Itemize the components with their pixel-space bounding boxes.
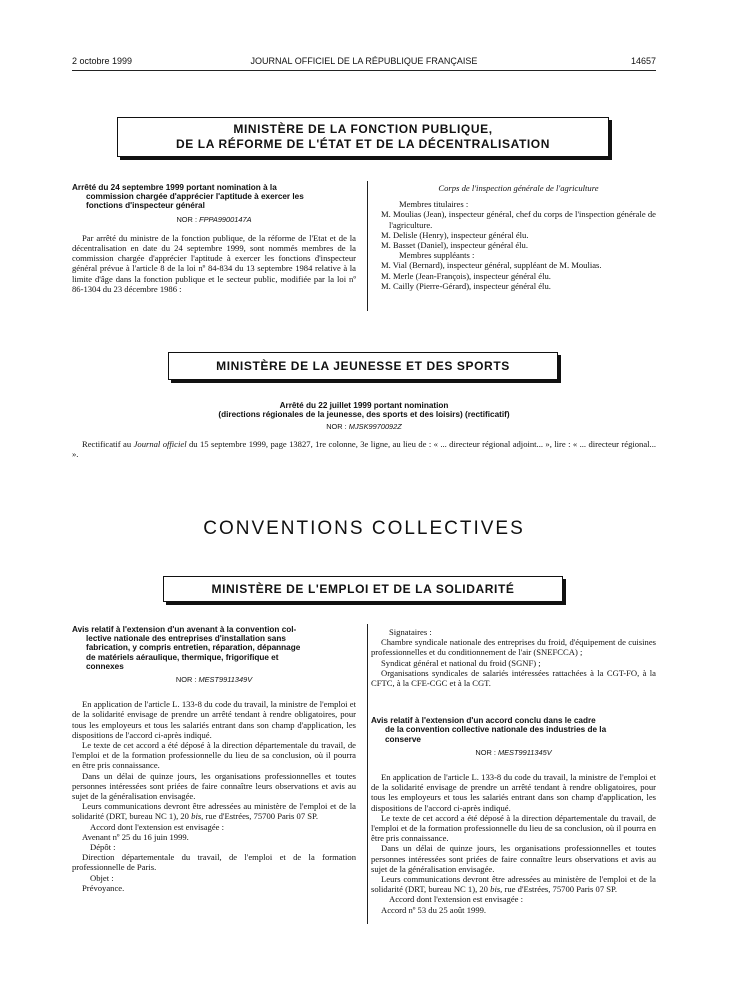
signataires-label: Signataires : xyxy=(389,627,432,637)
arrete-2-title-line2: (directions régionales de la jeunesse, des sports et des loisirs) (rectificatif) xyxy=(218,410,510,420)
page-header xyxy=(72,56,656,70)
ministry-box-emploi-solidarite xyxy=(163,576,563,602)
avis1-paragraph-1: En application de l'article L. 133-8 du code du travail, la ministre de l'emploi et de la solidarité envisage de prendre un arrêté tendant à rendre obligatoires, pour tous les employeurs et tous les salariés entrant dans son champ d'application, les dispositions de l'accord ci-après indiqué. xyxy=(72,699,356,740)
avis2-accord-label: Accord dont l'extension est envisagée : xyxy=(389,894,523,905)
suppleant-2: M. Merle (Jean-François), inspecteur général élu. xyxy=(381,270,551,281)
ministry-box-fonction-publique xyxy=(117,117,609,157)
ministry-title: MINISTÈRE DE LA JEUNESSE ET DES SPORTS xyxy=(216,359,510,373)
nor-reference-avis2 xyxy=(371,748,656,758)
section3-right-column xyxy=(371,627,656,915)
section3-left-column xyxy=(72,625,356,893)
titulaire-1: M. Moulias (Jean), inspecteur général, chef du corps de l'inspection générale de l'agriculture. xyxy=(381,209,656,230)
suppleant-1: M. Vial (Bernard), inspecteur général, suppléant de M. Moulias. xyxy=(381,260,602,271)
nor-reference xyxy=(72,215,356,225)
signataire-2: Syndicat général et national du froid (SGNF) ; xyxy=(381,657,541,668)
header-rule xyxy=(72,70,656,71)
avis1-title-line1: Avis relatif à l'extension d'un avenant à la convention col- xyxy=(72,625,297,634)
avis1-title xyxy=(72,625,356,671)
signataire-1: Chambre syndicale nationale des entreprises du froid, d'équipement de cuisines professionnelles et du conditionnement de l'air (SNEFCCA) ; xyxy=(371,637,656,658)
avis1-objet: Prévoyance. xyxy=(82,882,125,893)
avis1-p4-bis: bis, xyxy=(191,811,204,822)
avis1-accord-label: Accord dont l'extension est envisagée : xyxy=(90,821,224,832)
arrete-2-title xyxy=(72,401,656,419)
avis2-p4-prefix: Leurs communications devront être adressées au ministère de l'emploi et de la solidarité (DRT, bureau NC 1), 20 xyxy=(371,874,656,895)
avis2-paragraph-1: En application de l'article L. 133-8 du code du travail, la ministre de l'emploi et de la solidarité envisage de prendre un arrêté tendant à rendre obligatoires, pour tous les employeurs et tous les salariés entrant dans son champ d'application, les dispositions de l'accord ci-après indiqué. xyxy=(371,772,656,813)
ministry-box-jeunesse-sports xyxy=(168,352,558,380)
header-date: 2 octobre 1999 xyxy=(72,56,133,66)
arrete-title xyxy=(72,183,356,211)
suppleant-3: M. Cailly (Pierre-Gérard), inspecteur général élu. xyxy=(381,280,551,291)
avis1-title-line2: lective nationale des entreprises d'installation sans xyxy=(86,634,286,644)
arrete-2-title-line1: Arrêté du 22 juillet 1999 portant nomination xyxy=(279,401,449,410)
ministry-title-line2: DE LA RÉFORME DE L'ÉTAT ET DE LA DÉCENTRALISATION xyxy=(175,137,551,151)
avis1-title-line5: connexes xyxy=(86,661,124,671)
avis2-paragraph-2: Le texte de cet accord a été déposé à la direction départementale du travail, de l'emploi et de la formation professionnelle du lieu de sa conclusion, où il pourra en être pris connaissance. xyxy=(371,812,656,844)
conventions-collectives-heading: CONVENTIONS COLLECTIVES xyxy=(203,518,525,539)
avis2-p4-suffix: rue d'Estrées, 75700 Paris 07 SP. xyxy=(502,884,618,895)
rectificatif-prefix: Rectificatif au xyxy=(82,438,134,449)
suppleants-label: Membres suppléants : xyxy=(399,250,475,261)
avis1-paragraph-2: Le texte de cet accord a été déposé à la direction départementale du travail, de l'emploi et de la formation professionnelle du lieu de sa conclusion, où il pourra en être pris connaissance. xyxy=(72,740,356,771)
column-divider-2 xyxy=(367,624,368,924)
avis1-title-line4: de matériels aéraulique, thermique, frigorifique et xyxy=(86,652,279,662)
nor-code: FPPA9900147A xyxy=(199,214,252,224)
avis1-depot-label: Dépôt : xyxy=(90,842,116,853)
section1-left-column xyxy=(72,183,356,294)
avis2-p4-bis: bis, xyxy=(490,884,503,895)
arrete-title-line1: Arrêté du 24 septembre 1999 portant nomination à la xyxy=(72,183,277,192)
nor-label: NOR : xyxy=(175,675,197,685)
avis2-title-line3: conserve xyxy=(385,734,421,744)
avis1-p4-suffix: rue d'Estrées, 75700 Paris 07 SP. xyxy=(203,811,319,822)
rectificatif-text xyxy=(72,439,656,459)
titulaire-2: M. Delisle (Henry), inspecteur général élu. xyxy=(381,229,529,240)
arrete-body: Par arrêté du ministre de la fonction publique, de la réforme de l'Etat et de la décentralisation en date du 24 septembre 1999, sont nommés membres de la commission chargée d'apprécier l'aptitude à exercer les fonctions d'inspecteur général prévue à l'article 8 de la loi nº 84-834 du 13 septembre 1984 relative à la limite d'âge dans la fonction publique et le secteur public, modifiée par la loi nº 86-1304 du 23 décembre 1986 : xyxy=(72,232,356,294)
avis1-objet-label: Objet : xyxy=(90,872,114,883)
ministry-title: MINISTÈRE DE L'EMPLOI ET DE LA SOLIDARITÉ xyxy=(211,582,515,596)
avis2-title-line1: Avis relatif à l'extension d'un accord conclu dans le cadre xyxy=(371,716,596,726)
journal-officiel-ref: Journal officiel xyxy=(133,438,187,449)
avis2-paragraph-3: Dans un délai de quinze jours, les organisations professionnelles et toutes personnes intéressées sont priées de faire connaître leurs observations et avis au sujet de la généralisation envisagée. xyxy=(371,843,656,874)
header-journal-title: JOURNAL OFFICIEL DE LA RÉPUBLIQUE FRANÇAISE xyxy=(250,56,478,66)
arrete-title-line3: fonctions d'inspecteur général xyxy=(86,201,205,211)
avis1-p4-prefix: Leurs communications devront être adressées au ministère de l'emploi et de la solidarité (DRT, bureau NC 1), 20 xyxy=(72,801,356,822)
avis1-depot: Direction départementale du travail, de l'emploi et de la formation professionnelle de Paris. xyxy=(72,852,356,873)
avis2-title xyxy=(371,716,656,744)
header-page-number: 14657 xyxy=(630,56,656,66)
rectificatif-suffix: du 15 septembre 1999, page 13827, 1re colonne, 3e ligne, au lieu de : « ... directeur régional adjoint... », lire : « ... directeur régional... ». xyxy=(72,438,657,459)
avis1-accord: Avenant nº 25 du 16 juin 1999. xyxy=(82,831,189,842)
avis1-paragraph-4 xyxy=(72,801,356,821)
ministry-title-line1: MINISTÈRE DE LA FONCTION PUBLIQUE, xyxy=(233,122,493,136)
nor-code: MEST9911345V xyxy=(497,747,552,757)
column-divider xyxy=(367,181,368,311)
avis1-title-line3: fabrication, y compris entretien, réparation, dépannage xyxy=(86,643,301,653)
nor-code: MEST9911349V xyxy=(198,675,253,685)
nor-code: MJSK9970092Z xyxy=(348,422,402,432)
avis1-paragraph-3: Dans un délai de quinze jours, les organisations professionnelles et toutes personnes intéressées sont priées de faire connaître leurs observations et avis au sujet de la généralisation envisagée. xyxy=(72,770,356,802)
nor-label: NOR : xyxy=(475,747,496,757)
nor-label: NOR : xyxy=(326,422,347,432)
nor-reference-2 xyxy=(72,422,656,432)
section2-content xyxy=(72,401,656,459)
section1-right-column xyxy=(381,183,656,291)
nor-reference-avis1 xyxy=(72,675,356,685)
titulaire-3: M. Basset (Daniel), inspecteur général élu. xyxy=(381,240,528,251)
avis2-accord: Accord nº 53 du 25 août 1999. xyxy=(381,904,487,915)
avis2-paragraph-4 xyxy=(371,874,656,894)
nor-label: NOR : xyxy=(176,214,197,224)
arrete-title-line2: commission chargée d'apprécier l'aptitude à exercer les xyxy=(86,192,304,202)
avis2-title-line2: de la convention collective nationale des industries de la xyxy=(385,725,607,735)
titulaires-label: Membres titulaires : xyxy=(399,199,469,210)
signataire-3: Organisations syndicales de salariés intéressées rattachées à la CGT-FO, à la CFTC, à la CFE-CGC et à la CGT. xyxy=(371,667,656,689)
corps-heading: Corps de l'inspection générale de l'agriculture xyxy=(438,183,599,193)
